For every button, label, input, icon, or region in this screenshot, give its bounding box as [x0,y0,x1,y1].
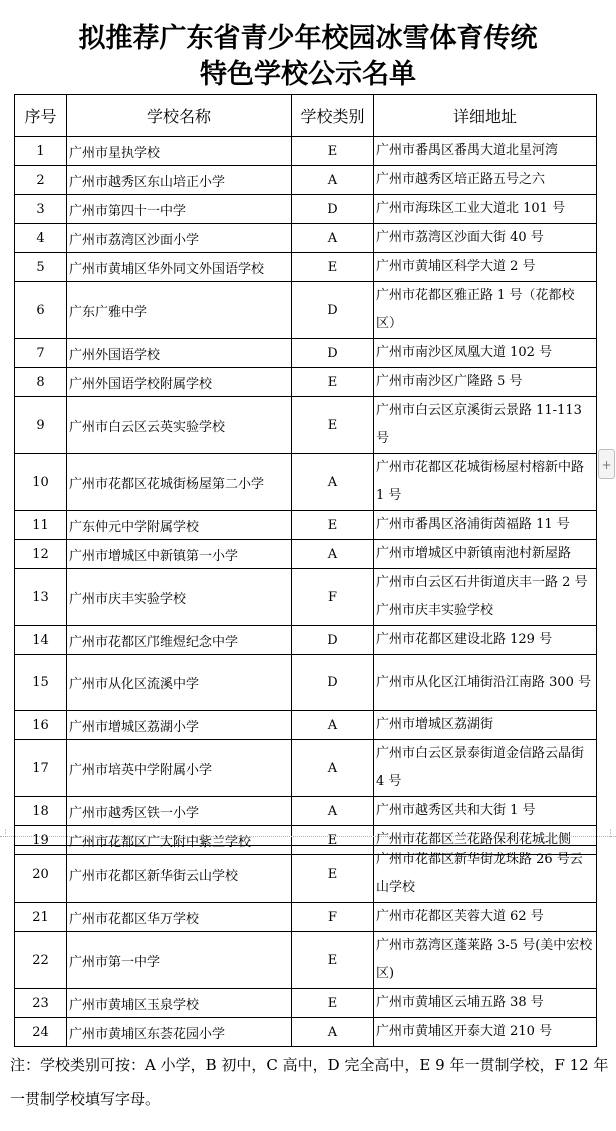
table-body-part1 [15,137,597,855]
cell-address: 广州市番禺区洛浦街茵福路 11 号 [374,511,597,540]
cell-school-type: D [292,626,374,655]
cell-school-type: D [292,282,374,339]
cell-address: 广州市增城区中新镇南池村新屋路 [374,540,597,569]
cell-school-type: A [292,711,374,740]
table-row [15,195,597,224]
cell-school-type: A [292,740,374,797]
cell-no: 15 [15,655,67,711]
page-title-line1: 拟推荐广东省青少年校园冰雪体育传统 [78,23,538,54]
cell-school-type: A [292,166,374,195]
cell-no: 19 [15,826,67,855]
school-table-part1 [14,94,597,855]
cell-no: 8 [15,368,67,397]
footnote: 注：学校类别可按：A 小学，B 初中，C 高中，D 完全高中，E 9 年一贯制学校，F 12 年一贯制学校填写字母。 [10,1056,609,1108]
add-plus-button[interactable]: + [598,449,615,479]
cell-school-name: 广州市黄埔区东荟花园小学 [67,1018,292,1047]
cell-address: 广州市花都区花城街杨屋村榕新中路 1 号 [374,454,597,511]
cell-no: 7 [15,339,67,368]
cell-school-type: E [292,137,374,166]
cell-school-name: 广州外国语学校 [67,339,292,368]
cell-school-type: D [292,339,374,368]
cell-school-type: E [292,253,374,282]
cell-school-type: E [292,511,374,540]
table-row [15,137,597,166]
cell-address: 广州市花都区兰花路保利花城北侧 [374,826,597,855]
cell-school-type: A [292,797,374,826]
cell-address: 广州市海珠区工业大道北 101 号 [374,195,597,224]
cell-school-name: 广州市黄埔区华外同文外国语学校 [67,253,292,282]
table-row [15,711,597,740]
cell-school-name: 广州市黄埔区玉泉学校 [67,989,292,1018]
cell-school-type: A [292,224,374,253]
cell-school-name: 广州市庆丰实验学校 [67,569,292,626]
cell-no: 17 [15,740,67,797]
cell-school-type: D [292,655,374,711]
table-row [15,166,597,195]
cell-no: 24 [15,1018,67,1047]
cell-no: 23 [15,989,67,1018]
cell-school-name: 广州市花都区新华街云山学校 [67,846,292,903]
cell-school-name: 广州市培英中学附属小学 [67,740,292,797]
cell-address: 广州市花都区雅正路 1 号（花都校区） [374,282,597,339]
cell-school-type: F [292,903,374,932]
table-row [15,740,597,797]
cell-no: 2 [15,166,67,195]
cell-address: 广州市增城区荔湖街 [374,711,597,740]
cell-no: 13 [15,569,67,626]
page-title-line2: 特色学校公示名单 [200,59,416,90]
cell-no: 9 [15,397,67,454]
cell-school-name: 广州市星执学校 [67,137,292,166]
school-table-part2 [14,845,597,1047]
header-address: 详细地址 [374,95,597,137]
cell-address: 广州市白云区景泰街道金信路云晶街 4 号 [374,740,597,797]
cell-address: 广州市荔湾区沙面大街 40 号 [374,224,597,253]
cell-school-type: E [292,846,374,903]
table-row [15,282,597,339]
header-type: 学校类别 [292,95,374,137]
table-row [15,846,597,903]
cell-no: 10 [15,454,67,511]
cell-address: 广州市花都区建设北路 129 号 [374,626,597,655]
cell-address: 广州市花都区新华街龙珠路 26 号云山学校 [374,846,597,903]
cell-school-name: 广东仲元中学附属学校 [67,511,292,540]
cell-no: 14 [15,626,67,655]
page-break-marker-left: ⋮ [1,829,10,839]
cell-address: 广州市越秀区共和大街 1 号 [374,797,597,826]
table-row [15,626,597,655]
cell-school-name: 广州市越秀区铁一小学 [67,797,292,826]
cell-address: 广州市黄埔区开泰大道 210 号 [374,1018,597,1047]
cell-no: 22 [15,932,67,989]
table-row [15,454,597,511]
table-row [15,797,597,826]
table-body-part2 [15,846,597,1047]
cell-school-name: 广州外国语学校附属学校 [67,368,292,397]
table-row [15,1018,597,1047]
cell-school-name: 广州市第四十一中学 [67,195,292,224]
table-row [15,932,597,989]
cell-address: 广州市花都区芙蓉大道 62 号 [374,903,597,932]
cell-school-type: E [292,368,374,397]
table-row [15,989,597,1018]
cell-school-name: 广州市花都区邝维煜纪念中学 [67,626,292,655]
header-no: 序号 [15,95,67,137]
cell-no: 20 [15,846,67,903]
page-break-divider [0,836,616,837]
table-row [15,540,597,569]
cell-no: 16 [15,711,67,740]
cell-school-type: E [292,932,374,989]
cell-school-type: A [292,540,374,569]
table-row [15,569,597,626]
cell-school-type: A [292,1018,374,1047]
cell-school-type: E [292,397,374,454]
cell-address: 广州市南沙区广隆路 5 号 [374,368,597,397]
cell-school-name: 广州市从化区流溪中学 [67,655,292,711]
cell-school-name: 广州市第一中学 [67,932,292,989]
table-row [15,511,597,540]
table-row [15,339,597,368]
cell-school-name: 广州市白云区云英实验学校 [67,397,292,454]
cell-school-name: 广州市荔湾区沙面小学 [67,224,292,253]
cell-school-type: E [292,826,374,855]
cell-no: 3 [15,195,67,224]
cell-school-name: 广州市花都区华万学校 [67,903,292,932]
cell-school-name: 广州市增城区荔湖小学 [67,711,292,740]
cell-address: 广州市黄埔区云埔五路 38 号 [374,989,597,1018]
table-row [15,224,597,253]
cell-no: 6 [15,282,67,339]
cell-no: 1 [15,137,67,166]
cell-no: 18 [15,797,67,826]
table-row [15,368,597,397]
cell-address: 广州市越秀区培正路五号之六 [374,166,597,195]
cell-address: 广州市白云区石井街道庆丰一路 2 号广州市庆丰实验学校 [374,569,597,626]
table-row [15,397,597,454]
table-header-row [15,95,597,137]
cell-address: 广州市从化区江埔街沿江南路 300 号 [374,655,597,711]
header-name: 学校名称 [67,95,292,137]
cell-no: 21 [15,903,67,932]
cell-school-type: E [292,989,374,1018]
page-break-marker-right: ⋮ [606,829,615,839]
table-row [15,903,597,932]
cell-no: 4 [15,224,67,253]
cell-school-type: A [292,454,374,511]
cell-address: 广州市白云区京溪街云景路 11-113 号 [374,397,597,454]
cell-address: 广州市南沙区凤凰大道 102 号 [374,339,597,368]
cell-school-type: F [292,569,374,626]
cell-school-name: 广州市越秀区东山培正小学 [67,166,292,195]
cell-address: 广州市番禺区番禺大道北星河湾 [374,137,597,166]
cell-school-name: 广州市增城区中新镇第一小学 [67,540,292,569]
cell-no: 11 [15,511,67,540]
cell-school-type: D [292,195,374,224]
cell-school-name: 广东广雅中学 [67,282,292,339]
cell-no: 5 [15,253,67,282]
table-row [15,253,597,282]
cell-no: 12 [15,540,67,569]
cell-school-name: 广州市花都区广大附中紫兰学校 [67,826,292,855]
cell-school-name: 广州市花都区花城街杨屋第二小学 [67,454,292,511]
cell-address: 广州市荔湾区蓬莱路 3-5 号(美中宏校区) [374,932,597,989]
table-row [15,655,597,711]
cell-address: 广州市黄埔区科学大道 2 号 [374,253,597,282]
